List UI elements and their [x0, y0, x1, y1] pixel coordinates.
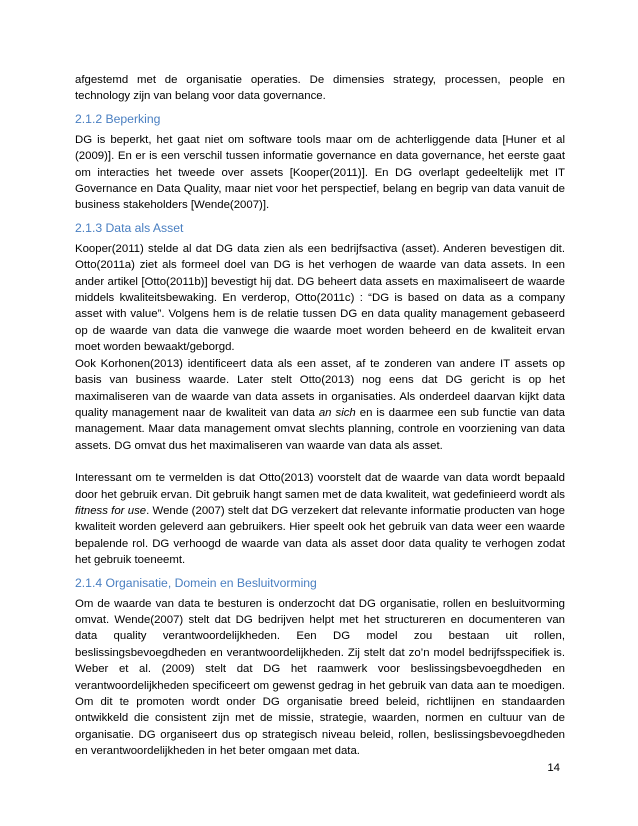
asset-paragraph-1: Kooper(2011) stelde al dat DG data zien als een bedrijfsactiva (asset). Anderen bevestigen dit. Otto(2011a) ziet als formeel doel van DG is het verhogen de waarde van data assets. In een ander artikel [Otto(2011b)] bevestigt hij dat. DG beheert data assets en maximaliseert de waarde middels kwaliteitsbewaking. En verderop, Otto(2011c) : “DG is based on data as a company asset with value”. Volgens hem is de relatie tussen DG en data quality management gebaseerd op de waarde van data die vanwege die waarde moet worden beheerd en de kwaliteit ervan moet worden bewaakt/geborgd. [75, 242, 565, 354]
page-content [75, 72, 565, 760]
asset-paragraph-2-text-b: en is daarmee een sub functie van data management. Maar data management omvat slechts planning, controle en voorziening van data assets. DG omvat dus het maximaliseren van waarde van data als asset. [75, 406, 565, 452]
asset-paragraph-3-emphasis: fitness for use [75, 504, 147, 517]
intro-paragraph: afgestemd met de organisatie operaties. De dimensies strategy, processen, people en technology zijn van belang voor data governance. [75, 74, 565, 103]
asset-paragraph-2-emphasis: an sich [318, 406, 356, 419]
asset-paragraph-3-text-a: Interessant om te vermelden is dat Otto(2013) voorstelt dat de waarde van data wordt bepaald door het gebruik ervan. Dit gebruik hangt samen met de data kwaliteit, wat gedefinieerd wordt als [75, 472, 565, 501]
beperking-paragraph: DG is beperkt, het gaat niet om software tools maar om de achterliggende data [Huner et al (2009)]. En er is een verschil tussen informatie governance en data governance, het eerste gaat om interacties het tweede over assets [Kooper(2011)]. En DG overlapt gedeeltelijk met IT Governance en Data Quality, maar niet voor het perspectief, belang en begrip van data vanuit de business stakeholders [Wende(2007)]. [75, 133, 565, 212]
asset-paragraph-2-text-a: Ook Korhonen(2013) identificeert data als een asset, af te zonderen van andere IT assets op basis van business waarde. Later stelt Otto(2013) nog eens dat DG gericht is op het maximaliseren van de waarde van data assets in organisaties. Als onderdeel daarvan kijkt data quality management naar de kwaliteit van data [75, 357, 565, 419]
heading-beperking: 2.1.2 Beperking [75, 111, 161, 126]
heading-organisatie: 2.1.4 Organisatie, Domein en Besluitvorming [75, 575, 317, 590]
asset-paragraph-3 [75, 470, 565, 568]
page-number: 14 [547, 762, 560, 774]
asset-paragraph-2 [75, 356, 565, 454]
heading-data-als-asset: 2.1.3 Data als Asset [75, 220, 184, 235]
asset-paragraph-3-text-b: . Wende (2007) stelt dat DG verzekert dat relevante informatie producten van hoge kwaliteit worden geleverd aan gebruikers. Hier speelt ook het gebruik van data weer een waarde bepalende rol. DG verhoogd de waarde van data als asset door data quality te verhogen zodat het gebruik toeneemt. [75, 504, 565, 567]
organisatie-paragraph: Om de waarde van data te besturen is onderzocht dat DG organisatie, rollen en besluitvorming omvat. Wende(2007) stelt dat DG bedrijven helpt met het structureren en documenteren van data quality verantwoordelijkheden. Een DG model zou bestaan uit rollen, beslissingsbevoegdheden en verantwoordelijkheden. Zij stelt dat zo’n model bedrijfsspecifiek is. Weber et al. (2009) stelt dat DG het raamwerk voor beslissingsbevoegdheden en verantwoordelijkheden specificeert om gewenst gedrag in het gebruik van data aan te moedigen. Om dit te promoten wordt onder DG organisatie breed beleid, richtlijnen en standaarden ontwikkeld die consistent zijn met de missie, strategie, waarden, normen en cultuur van de organisatie. DG organiseert dus op strategisch niveau beleid, rollen, beslissingsbevoegdheden en verantwoordelijkheden in het beter omgaan met data. [75, 597, 565, 758]
